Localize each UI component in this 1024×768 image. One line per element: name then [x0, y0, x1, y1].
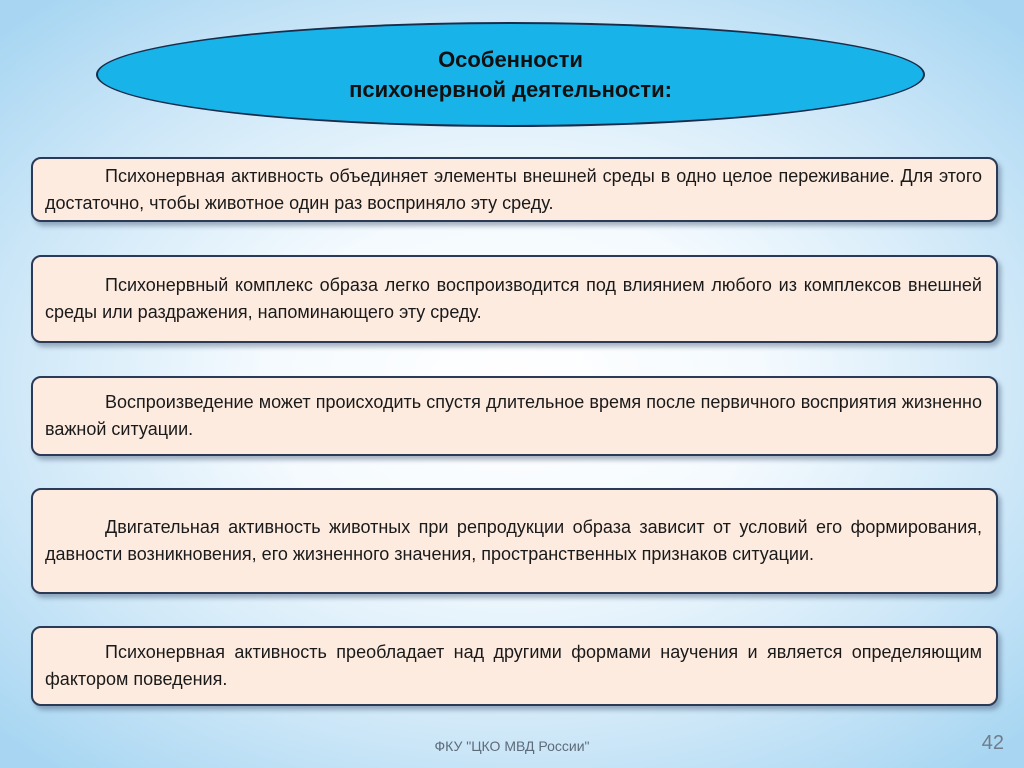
footer-organization: ФКУ "ЦКО МВД России" — [434, 738, 590, 754]
feature-text-3: Воспроизведение может происходить спустя длительное время после первичного восприятия жизненно важной ситуации. — [45, 392, 982, 439]
feature-text-2: Психонервный комплекс образа легко воспроизводится под влиянием любого из комплексов внешней среды или раздражения, напоминающего эту среду. — [45, 275, 982, 322]
title-line-2: психонервной деятельности: — [349, 76, 672, 102]
feature-text-5: Психонервная активность преобладает над другими формами научения и является определяющим фактором поведения. — [45, 642, 982, 689]
feature-card-1 — [31, 157, 998, 222]
page-number: 42 — [981, 732, 1004, 754]
feature-card-3 — [31, 376, 998, 456]
feature-card-2 — [31, 255, 998, 343]
feature-text-4: Двигательная активность животных при репродукции образа зависит от условий его формирования, давности возникновения, его жизненного значения, пространственных признаков ситуации. — [45, 517, 982, 564]
feature-card-5 — [31, 626, 998, 706]
title-line-1: Особенности — [438, 46, 583, 72]
title-ellipse — [96, 22, 925, 127]
feature-text-1: Психонервная активность объединяет элементы внешней среды в одно целое переживание. Для этого достаточно, чтобы животное один раз восприняло эту среду. — [45, 165, 982, 213]
feature-card-4 — [31, 488, 998, 594]
